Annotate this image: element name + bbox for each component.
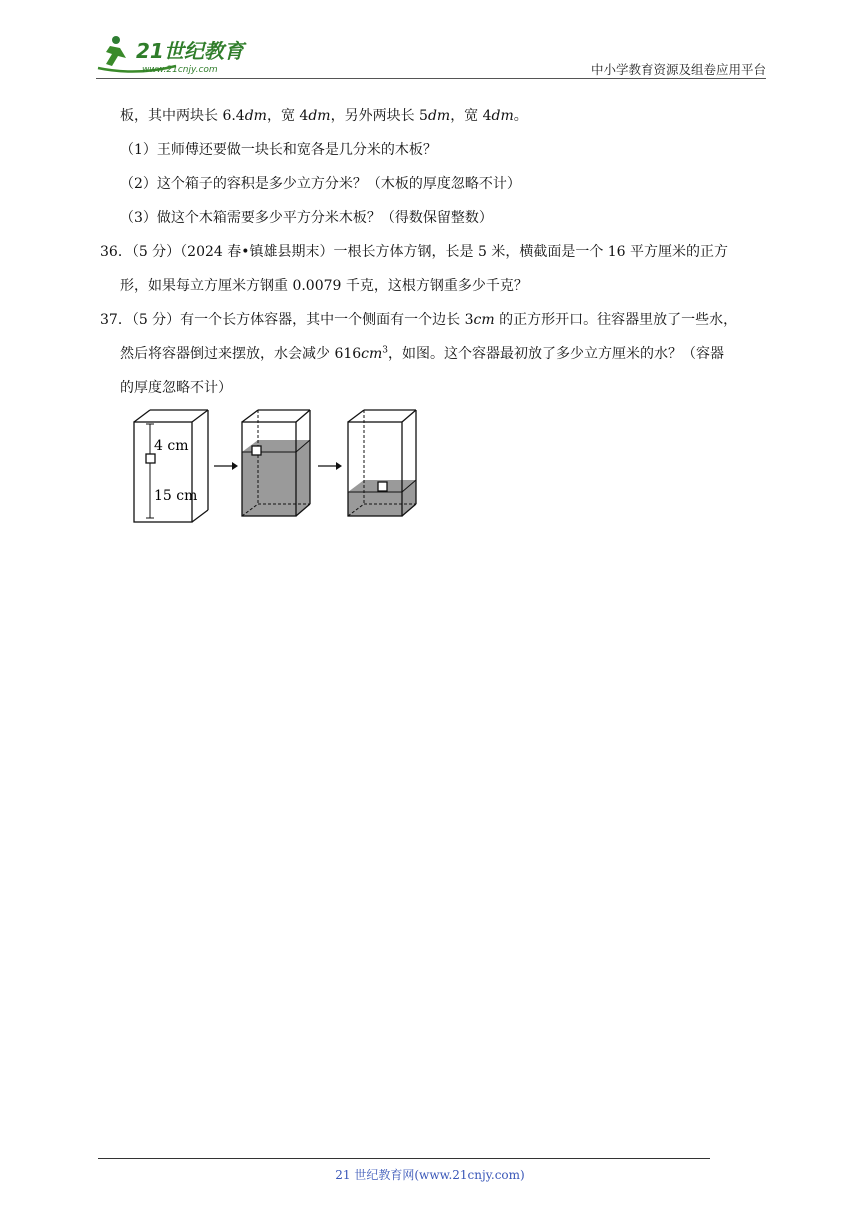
q35-text-continued: 板，其中两块长 6.4dm，宽 4dm，另外两块长 5dm，宽 4dm。 [120, 108, 528, 124]
box-flipped-full [242, 410, 310, 516]
label-15cm: 15 cm [154, 488, 198, 504]
q35-sub3: （3）做这个木箱需要多少平方分米木板？（得数保留整数） [120, 210, 493, 226]
q36-line1: 36．（5 分）（2024 春•镇雄县期末）一根长方体方钢，长是 5 米，横截面是一个 16 平方厘米的正方 [100, 244, 729, 260]
q35-sub1: （1）王师傅还要做一块长和宽各是几分米的木板？ [120, 142, 437, 158]
box-flipped-reduced [348, 410, 416, 516]
platform-name: 中小学教育资源及组卷应用平台 [590, 62, 766, 77]
arrow-icon [318, 462, 342, 470]
container-figure [120, 404, 480, 526]
q35-sub2: （2）这个箱子的容积是多少立方分米？（木板的厚度忽略不计） [120, 176, 521, 192]
header-divider [96, 78, 766, 79]
logo-text: 21世纪教育 [136, 39, 244, 63]
page-header [96, 30, 766, 80]
arrow-icon [214, 462, 238, 470]
q37-line2: 然后将容器倒过来摆放，水会减少 $616cm^3$，如图。这个容器最初放了多少立方厘米的水？（容器 [120, 345, 725, 362]
label-4cm: 4 cm [154, 438, 189, 454]
footer-source[interactable]: 21 世纪教育网(www.21cnjy.com) [335, 1168, 525, 1182]
q37-line1: 37．（5 分）有一个长方体容器，其中一个侧面有一个边长 3cm 的正方形开口。往容器里放了一些水， [100, 312, 738, 328]
q37-line3: 的厚度忽略不计） [120, 380, 232, 396]
footer-divider [98, 1158, 710, 1159]
site-logo [96, 32, 266, 78]
box-original [134, 410, 208, 522]
q36-line2: 形，如果每立方厘米方钢重 0.0079 千克，这根方钢重多少千克？ [120, 278, 528, 294]
logo-url: www.21cnjy.com [142, 65, 218, 75]
